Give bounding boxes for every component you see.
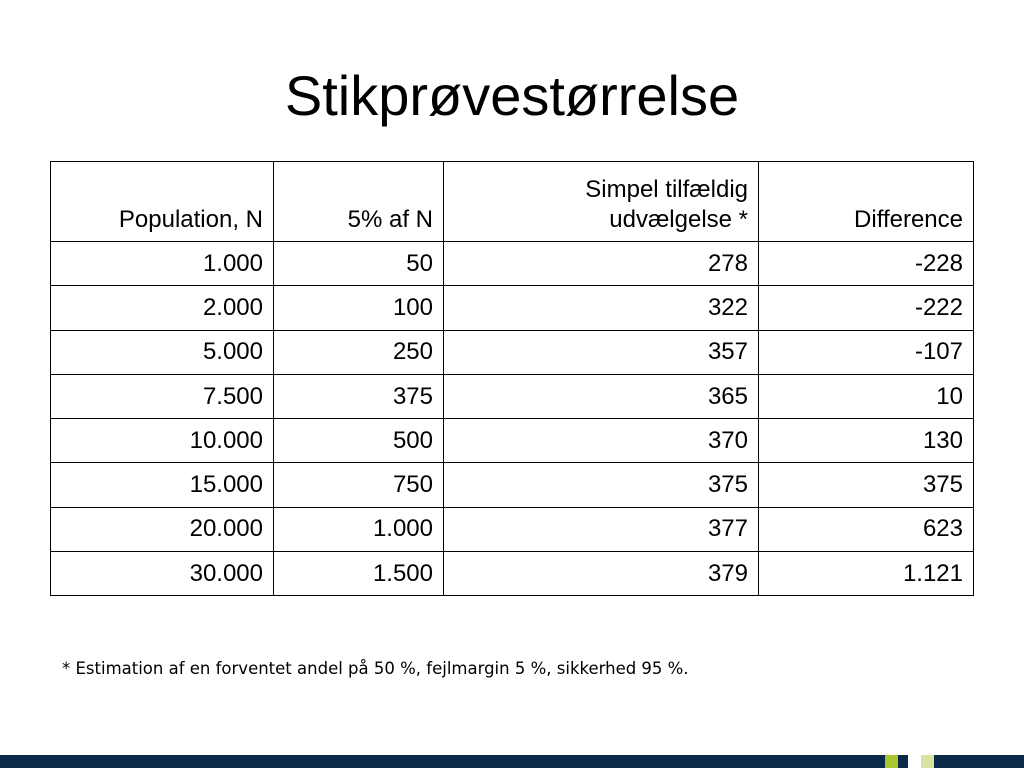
cell-five-percent: 1.500 — [274, 552, 444, 596]
cell-five-percent: 50 — [274, 242, 444, 286]
cell-difference: 130 — [759, 419, 974, 463]
header-population: Population, N — [51, 162, 274, 242]
table-row — [51, 419, 974, 463]
table-row — [51, 374, 974, 418]
cell-sample-size: 370 — [444, 419, 759, 463]
sample-size-table — [50, 161, 974, 596]
footer-accent-square — [885, 755, 898, 768]
footer-bar — [0, 755, 1024, 768]
cell-population: 2.000 — [51, 286, 274, 330]
cell-population: 15.000 — [51, 463, 274, 507]
cell-five-percent: 500 — [274, 419, 444, 463]
cell-population: 1.000 — [51, 242, 274, 286]
table-row — [51, 463, 974, 507]
cell-difference: -228 — [759, 242, 974, 286]
header-simple-random-sampling: Simpel tilfældig udvælgelse * — [444, 162, 759, 242]
table-header-row — [51, 162, 974, 242]
table-row — [51, 507, 974, 551]
cell-five-percent: 1.000 — [274, 507, 444, 551]
cell-sample-size: 357 — [444, 330, 759, 374]
cell-population: 30.000 — [51, 552, 274, 596]
cell-difference: -107 — [759, 330, 974, 374]
table-row — [51, 552, 974, 596]
cell-sample-size: 375 — [444, 463, 759, 507]
footnote: * Estimation af en forventet andel på 50 %, fejlmargin 5 %, sikkerhed 95 %. — [62, 659, 689, 678]
table-row — [51, 286, 974, 330]
cell-population: 10.000 — [51, 419, 274, 463]
cell-population: 5.000 — [51, 330, 274, 374]
cell-difference: 10 — [759, 374, 974, 418]
cell-difference: -222 — [759, 286, 974, 330]
header-difference: Difference — [759, 162, 974, 242]
cell-five-percent: 375 — [274, 374, 444, 418]
cell-population: 7.500 — [51, 374, 274, 418]
cell-sample-size: 379 — [444, 552, 759, 596]
cell-difference: 623 — [759, 507, 974, 551]
cell-sample-size: 377 — [444, 507, 759, 551]
table-row — [51, 242, 974, 286]
slide-title: Stikprøvestørrelse — [284, 64, 740, 127]
footer-accent-square — [908, 755, 921, 768]
cell-population: 20.000 — [51, 507, 274, 551]
footer-accent-square — [921, 755, 934, 768]
header-five-percent: 5% af N — [274, 162, 444, 242]
table-row — [51, 330, 974, 374]
cell-five-percent: 750 — [274, 463, 444, 507]
cell-five-percent: 100 — [274, 286, 444, 330]
cell-sample-size: 278 — [444, 242, 759, 286]
cell-difference: 375 — [759, 463, 974, 507]
cell-difference: 1.121 — [759, 552, 974, 596]
cell-five-percent: 250 — [274, 330, 444, 374]
cell-sample-size: 322 — [444, 286, 759, 330]
cell-sample-size: 365 — [444, 374, 759, 418]
